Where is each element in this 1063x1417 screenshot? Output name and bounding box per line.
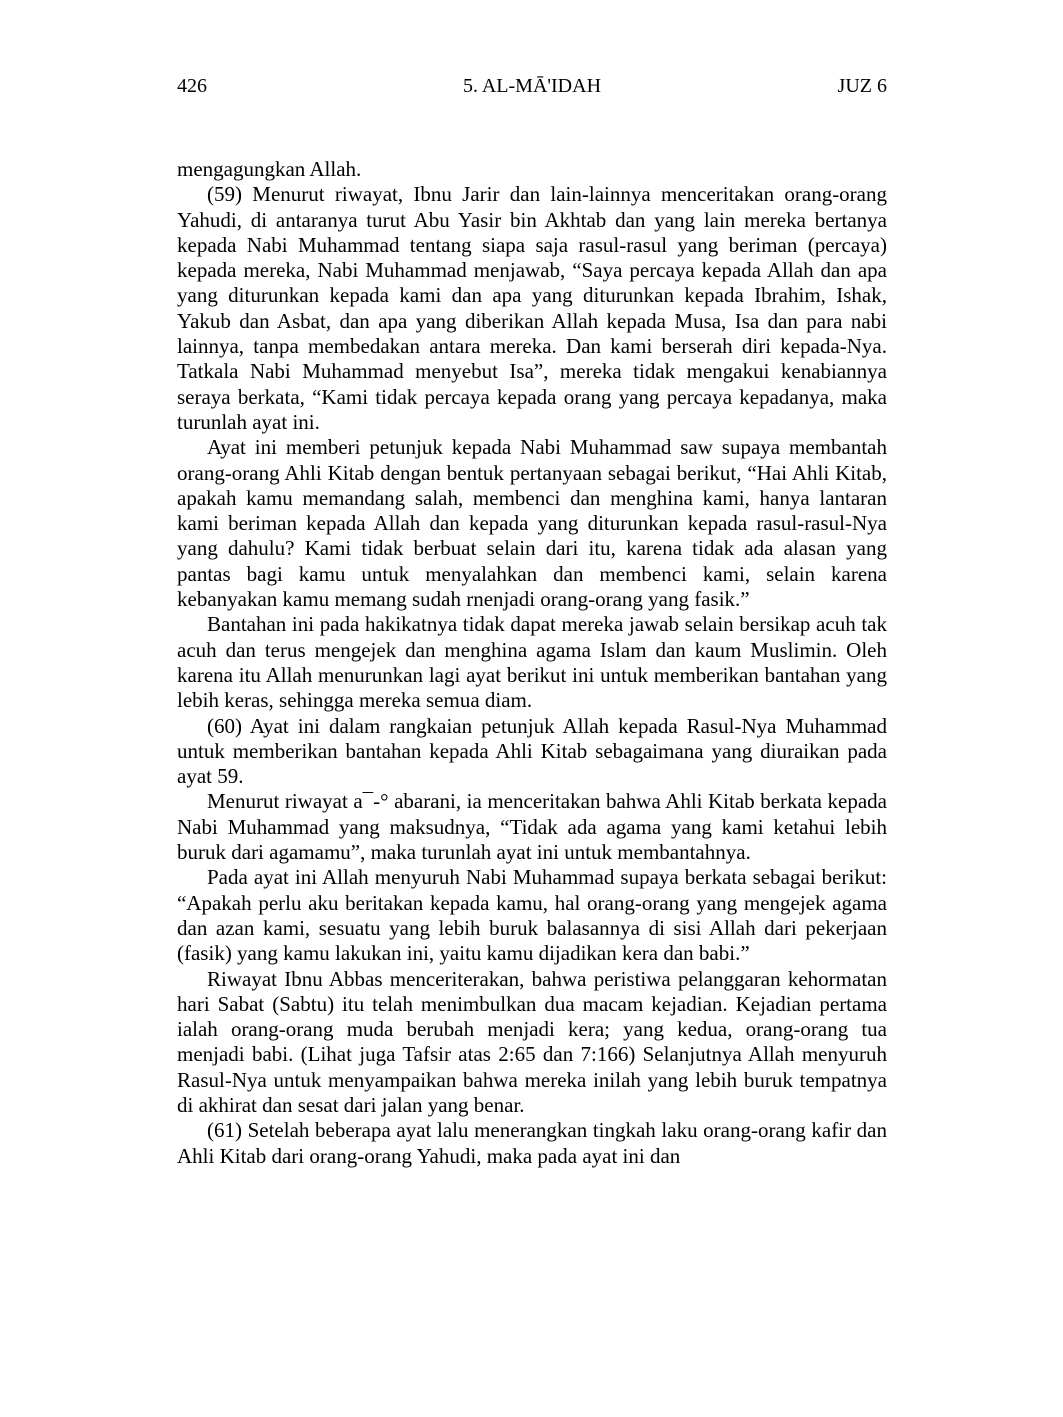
paragraph: Riwayat Ibnu Abbas menceriterakan, bahwa peristiwa pelanggaran kehormatan hari Sabat (Sabtu) itu telah menimbulkan dua macam kejadian. Kejadian pertama ialah orang-orang muda berubah menjadi kera; yang kedua, orang-orang tua menjadi babi. (Lihat juga Tafsir atas 2:65 dan 7:166) Selanjutnya Allah menyuruh Rasul-Nya untuk menyampaikan bahwa mereka inilah yang lebih buruk tempatnya di akhirat dan sesat dari jalan yang benar.	[177, 966, 887, 1117]
juz-label: JUZ 6	[837, 75, 887, 97]
paragraph: Menurut riwayat a¯-° abarani, ia menceritakan bahwa Ahli Kitab berkata kepada Nabi Muhammad yang maksudnya, “Tidak ada agama yang kami ketahui lebih buruk dari agamamu”, maka turunlah ayat ini untuk membantahnya.	[177, 789, 887, 865]
paragraph: Bantahan ini pada hakikatnya tidak dapat mereka jawab selain bersikap acuh tak acuh dan terus mengejek dan menghina agama Islam dan kaum Muslimin. Oleh karena itu Allah menurunkan lagi ayat berikut ini untuk memberikan bantahan yang lebih keras, sehingga mereka semua diam.	[177, 612, 887, 713]
paragraph: (61) Setelah beberapa ayat lalu menerangkan tingkah laku orang-orang kafir dan Ahli Kitab dari orang-orang Yahudi, maka pada ayat ini dan	[177, 1118, 887, 1168]
paragraph: Pada ayat ini Allah menyuruh Nabi Muhammad supaya berkata sebagai berikut: “Apakah perlu aku beritakan kepada kamu, hal orang-orang yang mengejek agama dan azan kami, sesuatu yang lebih buruk balasannya di sisi Allah dari pekerjaan (fasik) yang kamu lakukan ini, yaitu kamu dijadikan kera dan babi.”	[177, 865, 887, 966]
page-header	[177, 72, 887, 100]
paragraph: (60) Ayat ini dalam rangkaian petunjuk Allah kepada Rasul-Nya Muhammad untuk memberikan bantahan kepada Ahli Kitab sebagaimana yang diuraikan pada ayat 59.	[177, 713, 887, 789]
paragraph: mengagungkan Allah.	[177, 157, 362, 181]
paragraph: (59) Menurut riwayat, Ibnu Jarir dan lain-lainnya menceritakan orang-orang Yahudi, di antaranya turut Abu Yasir bin Akhtab dan yang lain mereka bertanya kepada Nabi Muhammad tentang siapa saja rasul-rasul yang beriman (percaya) kepada mereka, Nabi Muhammad menjawab, “Saya percaya kepada Allah dan apa yang diturunkan kepada kami dan apa yang diturunkan kepada Ibrahim, Ishak, Yakub dan Asbat, dan apa yang diberikan Allah kepada Musa, Isa dan para nabi lainnya, tanpa membedakan antara mereka. Dan kami berserah diri kepada-Nya. Tatkala Nabi Muhammad menyebut Isa”, mereka tidak mengakui kenabiannya seraya berkata, “Kami tidak percaya kepada orang yang percaya kepadanya, maka turunlah ayat ini.	[177, 182, 887, 434]
page-body	[177, 157, 887, 1169]
page-number: 426	[177, 75, 207, 97]
surah-title: 5. AL-MĀ'IDAH	[462, 75, 602, 97]
paragraph: Ayat ini memberi petunjuk kepada Nabi Muhammad saw supaya membantah orang-orang Ahli Kitab dengan bentuk pertanyaan sebagai berikut, “Hai Ahli Kitab, apakah kamu memandang salah, membenci dan menghina kami, hanya lantaran kami beriman kepada Allah dan kepada yang diturunkan kepada rasul-rasul-Nya yang dahulu? Kami tidak berbuat selain dari itu, karena tidak ada alasan yang pantas bagi kamu untuk menyalahkan dan membenci kami, selain karena kebanyakan kamu memang sudah rnenjadi orang-orang yang fasik.”	[177, 435, 887, 612]
